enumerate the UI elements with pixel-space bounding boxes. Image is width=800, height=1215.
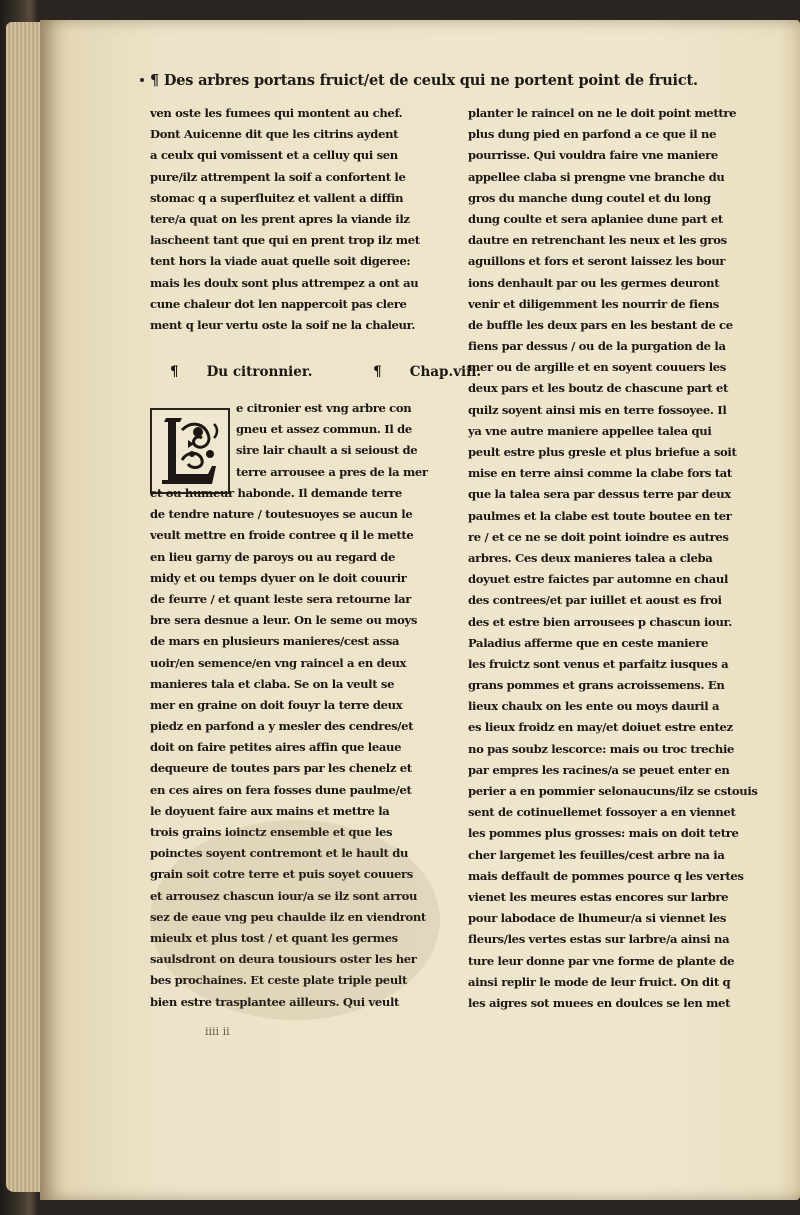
text-line: en lieu garny de paroys ou au regard de (150, 549, 396, 564)
text-line: es lieux froidz en may/et doiuet estre entez (468, 720, 733, 735)
text-line: deux pars et les boutz de chascune part et (468, 381, 729, 396)
text-line: lieux chaulx on les ente ou moys dauril a (468, 699, 720, 714)
right-column-body (468, 103, 768, 1014)
text-line: ven oste les fumees qui montent au chef. (150, 106, 403, 120)
text-line: le doyuent faire aux mains et mettre la (150, 803, 390, 818)
text-line: bes prochaines. Et ceste plate triple peult (150, 973, 407, 988)
text-line: doyuet estre faictes par automne en chaul (468, 572, 729, 587)
text-line: perier a en pommier selonaucuns/ilz se cstouis (468, 784, 758, 798)
text-line: pour labodace de lhumeur/a si viennet les (468, 911, 727, 926)
text-line: saulsdront on deura tousiours oster les her (150, 952, 417, 967)
text-line: mer ou de argille et en soyent couuers les (468, 360, 726, 375)
text-line: dautre en retrenchant les neux et les gros (468, 233, 727, 248)
text-line: e citronier est vng arbre con (236, 401, 412, 415)
running-head (150, 72, 710, 89)
text-line: des et estre bien arrousees p chascun iour. (468, 614, 732, 629)
text-line: plus dung pied en parfond a ce que il ne (468, 127, 717, 142)
text-line: arbres. Ces deux manieres talea a cleba (468, 550, 713, 565)
text-line: cher largemet les feuilles/cest arbre na ia (468, 847, 725, 862)
text-line: aguillons et fors et seront laissez les bour (468, 254, 726, 269)
text-line: des contrees/et par iuillet et aoust es froi (468, 593, 722, 608)
text-line: et ou humeur habonde. Il demande terre (150, 486, 402, 500)
text-line: sent de cotinuellemet fossoyer a en viennet (468, 805, 736, 820)
text-line: Dont Auicenne dit que les citrins aydent (150, 127, 399, 142)
text-line: bre sera desnue a leur. On le seme ou moys (150, 613, 418, 628)
text-line: pourrisse. Qui vouldra faire vne maniere (468, 148, 718, 163)
text-line: ment q leur vertu oste la soif ne la chaleur. (150, 317, 416, 332)
text-line: a ceulx qui vomissent et a celluy qui sen (150, 148, 398, 163)
text-line: planter le raincel on ne le doit point mettre (468, 106, 737, 120)
text-line: que la talea sera par dessus terre par deux (468, 487, 731, 502)
text-line: stomac q a superfluitez et vallent a diffin (150, 190, 404, 205)
paper-stain (150, 820, 440, 1020)
text-line: pure/ilz attrempent la soif a confortent le (150, 169, 406, 184)
text-line: peult estre plus gresle et plus briefue a soit (468, 445, 737, 459)
margin-mark (140, 78, 144, 82)
text-line: sire lair chault a si seioust de (236, 443, 418, 458)
signature-mark: iiii ii (205, 1025, 230, 1038)
text-line: tent hors la viade auat quelle soit digeree: (150, 254, 411, 269)
text-line: sez de eaue vng peu chaulde ilz en viendront (150, 909, 426, 924)
text-line: fleurs/les vertes estas sur larbre/a ainsi na (468, 932, 730, 947)
text-line: terre arrousee a pres de la mer (236, 464, 428, 479)
text-line: les aigres sot muees en doulces se len met (468, 995, 731, 1010)
text-line: tere/a quat on les prent apres la viande ilz (150, 211, 410, 226)
text-line: les pommes plus grosses: mais on doit tetre (468, 826, 739, 841)
text-line: ture leur donne par vne forme de plante de (468, 953, 735, 968)
floral-initial-icon (152, 410, 228, 492)
chapter-opening-lines (236, 398, 448, 483)
text-line: cune chaleur dot len nappercoit pas clere (150, 296, 407, 311)
text-line: Paladius afferme que en ceste maniere (468, 635, 709, 650)
text-line: piedz en parfond a y mesler des cendres/et (150, 719, 414, 734)
text-line: ainsi replir le mode de leur fruict. On dit q (468, 974, 731, 989)
chapter-title: Du citronnier. (206, 364, 313, 380)
text-line: de buffle les deux pars en les bestant de ce (468, 317, 733, 332)
left-column-top (150, 103, 446, 336)
text-line: appellee claba si prengne vne branche du (468, 169, 725, 184)
text-line: paulmes et la clabe est toute boutee en ter (468, 508, 732, 523)
text-line: fiens par dessus / ou de la purgation de la (468, 339, 726, 354)
text-line: par empres les racines/a se peuet enter en (468, 762, 730, 777)
pilcrow-icon: ¶ (373, 364, 382, 380)
text-line: de feurre / et quant leste sera retourne lar (150, 591, 412, 606)
text-line: dequeure de toutes pars par les chenelz et (150, 761, 412, 776)
text-line: gneu et assez commun. Il de (236, 422, 412, 437)
text-line: midy et ou temps dyuer on le doit couurir (150, 570, 407, 585)
text-line: dung coulte et sera aplaniee dune part et (468, 211, 723, 226)
text-line: trois grains ioinctz ensemble et que les (150, 825, 393, 839)
text-line: no pas soubz lescorce: mais ou troc trechie (468, 741, 735, 756)
text-line: les fruictz sont venus et parfaitz iusques a (468, 656, 729, 671)
text-line: doit on faire petites aires affin que leaue (150, 740, 402, 755)
text-line: et arrousez chascun iour/a se ilz sont arrou (150, 888, 418, 903)
text-line: grans pommes et grans acroissemens. En (468, 678, 725, 693)
text-line: de mars en plusieurs manieres/cest assa (150, 634, 400, 649)
text-line: mer en graine on doit fouyr la terre deux (150, 697, 403, 712)
pilcrow-icon: ¶ (170, 364, 179, 380)
decorated-initial-l (150, 408, 230, 494)
text-line: mise en terre ainsi comme la clabe fors tat (468, 466, 732, 481)
pilcrow-icon: ¶ (150, 72, 160, 89)
text-line: bien estre trasplantee ailleurs. Qui veult (150, 994, 400, 1009)
text-line: de tendre nature / toutesuoyes se aucun le (150, 507, 413, 522)
text-line: mais deffault de pommes pource q les vertes (468, 868, 744, 883)
text-line: veult mettre en froide contree q il le mette (150, 528, 414, 543)
chapter-heading (170, 364, 482, 380)
text-line: quilz soyent ainsi mis en terre fossoyee. Il (468, 402, 727, 417)
text-line: lascheent tant que qui en prent trop ilz met (150, 233, 420, 248)
text-line: en ces aires on fera fosses dune paulme/et (150, 782, 412, 797)
text-line: ions denhault par ou les germes deuront (468, 275, 720, 290)
text-line: venir et diligemment les nourrir de fiens (468, 296, 719, 311)
text-line: mieulx et plus tost / et quant les germes (150, 930, 398, 945)
running-head-text: Des arbres portans fruict/et de ceulx qui ne portent point de fruict. (163, 72, 698, 89)
text-line: uoir/en semence/en vng raincel a en deux (150, 655, 407, 670)
text-line: re / et ce ne se doit point ioindre es autres (468, 529, 729, 544)
text-line: vienet les meures estas encores sur larbre (468, 889, 729, 904)
text-line: mais les doulx sont plus attrempez a ont au (150, 275, 419, 290)
text-line: ya vne autre maniere appellee talea qui (468, 423, 712, 438)
text-line: manieres tala et claba. Se on la veult se (150, 676, 395, 691)
text-line: grain soit cotre terre et puis soyet couuers (150, 867, 413, 882)
text-line: gros du manche dung coutel et du long (468, 190, 711, 205)
chapter-number: Chap.viii. (409, 364, 482, 380)
text-line: poinctes soyent contremont et le hault du (150, 846, 409, 861)
